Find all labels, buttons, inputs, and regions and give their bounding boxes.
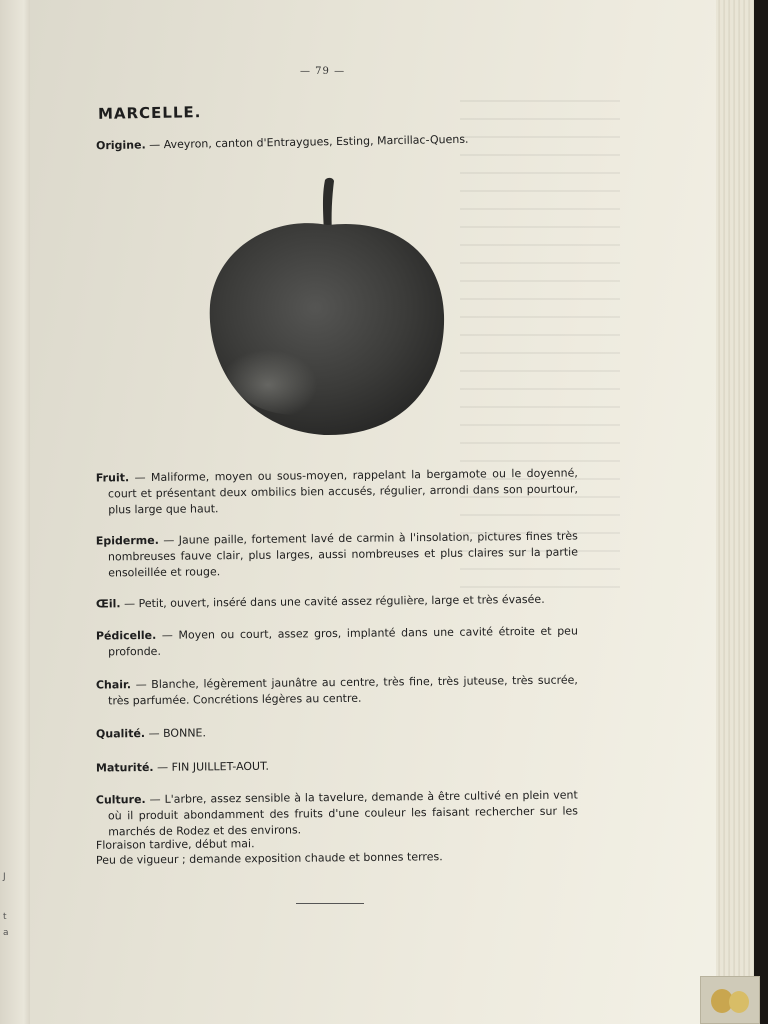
section-text: — Maliforme, moyen ou sous-moyen, rappelant la bergamote ou le doyenné, court et présentant deux ombilics bien accusés, régulier, arrondi dans son pourtour, plus large que haut. xyxy=(107,466,579,517)
section-text: — L'arbre, assez sensible à la tavelure, demande à être cultivé en plein vent où il produit abondamment des fruits d'une couleur les faisant rechercher sur les marchés de Rodez et des environs. xyxy=(107,788,579,839)
page-stack-edge xyxy=(716,0,754,1024)
facing-page-edge xyxy=(0,0,34,1024)
origin-line xyxy=(96,133,469,152)
section-label: Culture. xyxy=(95,793,146,807)
section-pedicelle xyxy=(96,623,578,660)
facing-page-fragment: t xyxy=(3,912,7,922)
variety-title: MARCELLE. xyxy=(97,103,202,123)
page-number: — 79 — xyxy=(300,66,346,77)
note-floraison: Floraison tardive, début mai. xyxy=(95,837,255,852)
book-page xyxy=(30,0,730,1024)
section-chair xyxy=(96,672,578,709)
corner-thumbnail xyxy=(700,976,760,1024)
thumbnail-apple-icon xyxy=(729,991,749,1013)
apple-photo xyxy=(206,175,450,441)
section-text: — Petit, ouvert, inséré dans une cavité assez régulière, large et très évasée. xyxy=(120,592,545,611)
section-text: — Jaune paille, fortement lavé de carmin à l'insolation, pictures fines très nombreuses fauve clair, plus larges, aussi nombreuses et plus claires sur la partie ensoleillée et rouge. xyxy=(107,529,579,580)
section-label: Pédicelle. xyxy=(95,628,157,643)
section-label: Qualité. xyxy=(95,727,146,741)
note-vigueur: Peu de vigueur ; demande exposition chaude et bonnes terres. xyxy=(95,850,443,867)
section-label: Epiderme. xyxy=(95,533,159,548)
origin-label: Origine. xyxy=(95,138,146,153)
section-text: — BONNE. xyxy=(144,726,207,741)
section-text: — Blanche, légèrement jaunâtre au centre, très fine, très juteuse, très sucrée, très parfumée. Concrétions légères au centre. xyxy=(108,673,578,708)
section-label: Maturité. xyxy=(95,760,154,775)
end-rule xyxy=(296,903,364,904)
bleed-through-text xyxy=(460,100,620,600)
section-culture xyxy=(96,787,578,840)
origin-text: — Aveyron, canton d'Entraygues, Esting, Marcillac-Quens. xyxy=(145,132,469,152)
section-label: Chair. xyxy=(95,678,132,692)
section-oeil xyxy=(96,591,578,612)
section-fruit xyxy=(96,465,578,518)
facing-page-fragment: a xyxy=(3,928,9,938)
section-label: Fruit. xyxy=(95,471,130,485)
section-maturite xyxy=(96,755,578,776)
section-label: Œil. xyxy=(95,597,121,611)
section-epiderme xyxy=(96,528,578,581)
facing-page-fragment: J xyxy=(3,872,6,882)
section-text: — Moyen ou court, assez gros, implanté dans une cavité étroite et peu profonde. xyxy=(108,624,578,659)
section-qualite xyxy=(96,721,578,742)
section-text: — FIN JUILLET-AOUT. xyxy=(153,759,270,774)
